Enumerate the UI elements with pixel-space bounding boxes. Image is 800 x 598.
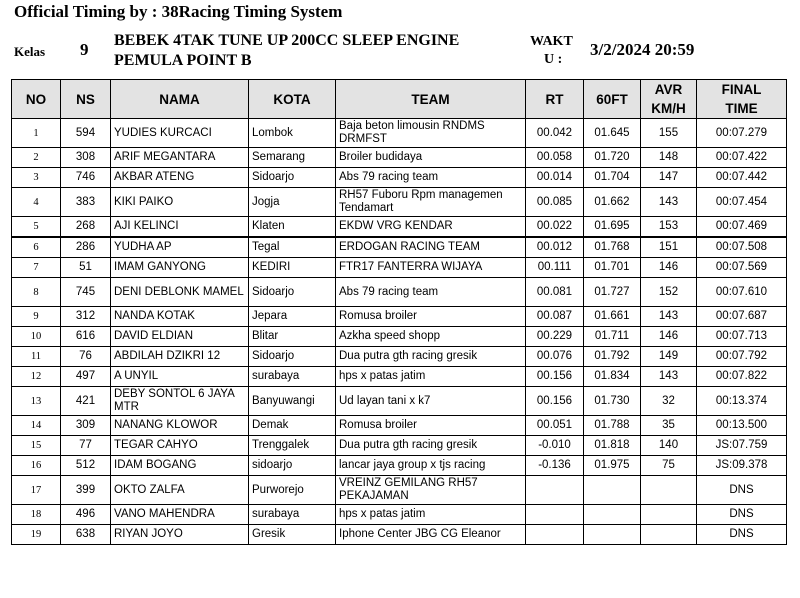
cell-avr: 146 — [641, 327, 697, 347]
cell-60ft: 01.720 — [584, 148, 641, 168]
cell-avr: 143 — [641, 367, 697, 387]
cell-60ft: 01.704 — [584, 168, 641, 188]
cell-rt: 00.022 — [526, 217, 584, 238]
cell-ns: 76 — [61, 347, 111, 367]
cell-nama: VANO MAHENDRA — [111, 505, 249, 525]
table-row — [12, 436, 787, 456]
cell-nama: A UNYIL — [111, 367, 249, 387]
cell-no: 9 — [12, 307, 61, 327]
cell-kota: Sidoarjo — [249, 278, 336, 307]
cell-60ft: 01.792 — [584, 347, 641, 367]
cell-avr: 152 — [641, 278, 697, 307]
cell-team: lancar jaya group x tjs racing — [336, 456, 526, 476]
cell-avr: 148 — [641, 148, 697, 168]
cell-avr: 35 — [641, 416, 697, 436]
cell-kota: Lombok — [249, 119, 336, 148]
cell-team: Dua putra gth racing gresik — [336, 436, 526, 456]
cell-ns: 421 — [61, 387, 111, 416]
cell-no: 18 — [12, 505, 61, 525]
col-header-rt: RT — [526, 80, 584, 119]
table-row — [12, 525, 787, 545]
cell-ns: 745 — [61, 278, 111, 307]
cell-kota: KEDIRI — [249, 258, 336, 278]
avr-line2: KM/H — [651, 101, 686, 116]
cell-ns: 77 — [61, 436, 111, 456]
cell-ns: 399 — [61, 476, 111, 505]
col-header-final-time — [697, 80, 787, 119]
cell-ns: 496 — [61, 505, 111, 525]
cell-nama: NANANG KLOWOR — [111, 416, 249, 436]
final-line2: TIME — [725, 101, 758, 116]
cell-kota: Gresik — [249, 525, 336, 545]
cell-nama: YUDHA AP — [111, 237, 249, 258]
cell-final-time: DNS — [697, 525, 787, 545]
kelas-label: Kelas — [14, 44, 46, 59]
cell-final-time: 00:13.500 — [697, 416, 787, 436]
cell-60ft: 01.661 — [584, 307, 641, 327]
cell-rt — [526, 476, 584, 505]
cell-avr: 146 — [641, 258, 697, 278]
cell-team: VREINZ GEMILANG RH57 PEKAJAMAN — [336, 476, 526, 505]
date-time: 3/2/2024 20:59 — [590, 40, 695, 59]
col-header-ns: NS — [61, 80, 111, 119]
cell-nama: KIKI PAIKO — [111, 188, 249, 217]
cell-kota: Blitar — [249, 327, 336, 347]
cell-ns: 594 — [61, 119, 111, 148]
cell-avr: 155 — [641, 119, 697, 148]
cell-ns: 746 — [61, 168, 111, 188]
cell-rt — [526, 525, 584, 545]
cell-ns: 308 — [61, 148, 111, 168]
table-row — [12, 387, 787, 416]
cell-no: 3 — [12, 168, 61, 188]
cell-team: hps x patas jatim — [336, 367, 526, 387]
table-row — [12, 456, 787, 476]
table-row — [12, 188, 787, 217]
cell-final-time: 00:07.442 — [697, 168, 787, 188]
cell-final-time: 00:07.508 — [697, 237, 787, 258]
cell-60ft: 01.701 — [584, 258, 641, 278]
cell-nama: OKTO ZALFA — [111, 476, 249, 505]
cell-nama: ARIF MEGANTARA — [111, 148, 249, 168]
col-header-nama: NAMA — [111, 80, 249, 119]
avr-line1: AVR — [654, 82, 683, 97]
cell-avr: 153 — [641, 217, 697, 238]
cell-avr: 147 — [641, 168, 697, 188]
cell-avr — [641, 476, 697, 505]
table-row — [12, 278, 787, 307]
cell-rt: -0.010 — [526, 436, 584, 456]
cell-ns: 512 — [61, 456, 111, 476]
cell-kota: Sidoarjo — [249, 347, 336, 367]
cell-kota: sidoarjo — [249, 456, 336, 476]
cell-avr: 149 — [641, 347, 697, 367]
cell-nama: IDAM BOGANG — [111, 456, 249, 476]
cell-60ft — [584, 505, 641, 525]
cell-avr — [641, 525, 697, 545]
cell-final-time: DNS — [697, 505, 787, 525]
cell-60ft: 01.727 — [584, 278, 641, 307]
waktu-label-line2: U : — [544, 52, 563, 67]
cell-no: 4 — [12, 188, 61, 217]
col-header-kota: KOTA — [249, 80, 336, 119]
cell-final-time: 00:07.569 — [697, 258, 787, 278]
cell-team: Abs 79 racing team — [336, 168, 526, 188]
cell-final-time: 00:07.279 — [697, 119, 787, 148]
table-row — [12, 237, 787, 258]
cell-kota: surabaya — [249, 367, 336, 387]
cell-kota: Jogja — [249, 188, 336, 217]
cell-rt: 00.156 — [526, 367, 584, 387]
cell-final-time: 00:07.610 — [697, 278, 787, 307]
cell-ns: 286 — [61, 237, 111, 258]
cell-kota: Klaten — [249, 217, 336, 238]
cell-team: Iphone Center JBG CG Eleanor — [336, 525, 526, 545]
cell-no: 10 — [12, 327, 61, 347]
header-row — [12, 80, 787, 119]
cell-nama: DENI DEBLONK MAMEL — [111, 278, 249, 307]
cell-team: Baja beton limousin RNDMS DRMFST — [336, 119, 526, 148]
cell-team: Dua putra gth racing gresik — [336, 347, 526, 367]
table-row — [12, 505, 787, 525]
cell-final-time: DNS — [697, 476, 787, 505]
cell-60ft: 01.711 — [584, 327, 641, 347]
cell-final-time: 00:07.469 — [697, 217, 787, 238]
cell-nama: RIYAN JOYO — [111, 525, 249, 545]
cell-ns: 312 — [61, 307, 111, 327]
table-row — [12, 367, 787, 387]
cell-nama: TEGAR CAHYO — [111, 436, 249, 456]
col-header-team: TEAM — [336, 80, 526, 119]
results-table — [11, 79, 787, 545]
cell-rt: 00.156 — [526, 387, 584, 416]
table-row — [12, 119, 787, 148]
cell-rt: 00.111 — [526, 258, 584, 278]
cell-60ft: 01.645 — [584, 119, 641, 148]
cell-no: 14 — [12, 416, 61, 436]
cell-kota: Jepara — [249, 307, 336, 327]
cell-final-time: 00:07.687 — [697, 307, 787, 327]
cell-no: 15 — [12, 436, 61, 456]
cell-team: ERDOGAN RACING TEAM — [336, 237, 526, 258]
cell-no: 6 — [12, 237, 61, 258]
cell-60ft: 01.975 — [584, 456, 641, 476]
cell-60ft: 01.730 — [584, 387, 641, 416]
table-row — [12, 168, 787, 188]
cell-rt: 00.012 — [526, 237, 584, 258]
cell-nama: DEBY SONTOL 6 JAYA MTR — [111, 387, 249, 416]
cell-avr: 151 — [641, 237, 697, 258]
cell-rt: 00.085 — [526, 188, 584, 217]
cell-ns: 383 — [61, 188, 111, 217]
cell-rt: 00.087 — [526, 307, 584, 327]
cell-kota: Trenggalek — [249, 436, 336, 456]
cell-avr: 75 — [641, 456, 697, 476]
table-row — [12, 476, 787, 505]
cell-team: RH57 Fuboru Rpm managemen Tendamart — [336, 188, 526, 217]
cell-no: 7 — [12, 258, 61, 278]
waktu-label-line1: WAKT — [530, 34, 573, 49]
cell-nama: AKBAR ATENG — [111, 168, 249, 188]
cell-kota: surabaya — [249, 505, 336, 525]
table-row — [12, 307, 787, 327]
cell-ns: 51 — [61, 258, 111, 278]
cell-final-time: 00:07.422 — [697, 148, 787, 168]
cell-final-time: 00:07.713 — [697, 327, 787, 347]
cell-team: Abs 79 racing team — [336, 278, 526, 307]
cell-no: 5 — [12, 217, 61, 238]
cell-kota: Semarang — [249, 148, 336, 168]
cell-avr: 143 — [641, 188, 697, 217]
cell-nama: ABDILAH DZIKRI 12 — [111, 347, 249, 367]
cell-team: Broiler budidaya — [336, 148, 526, 168]
cell-kota: Demak — [249, 416, 336, 436]
cell-nama: DAVID ELDIAN — [111, 327, 249, 347]
cell-60ft: 01.695 — [584, 217, 641, 238]
col-header-no: NO — [12, 80, 61, 119]
kelas-number: 9 — [80, 40, 89, 59]
cell-no: 19 — [12, 525, 61, 545]
table-row — [12, 217, 787, 238]
cell-final-time: 00:07.822 — [697, 367, 787, 387]
cell-60ft — [584, 476, 641, 505]
official-timing-title: Official Timing by : 38Racing Timing System — [14, 2, 343, 21]
class-name: BEBEK 4TAK TUNE UP 200CC SLEEP ENGINE PEMULA POINT B — [114, 32, 460, 69]
cell-team: Azkha speed shopp — [336, 327, 526, 347]
cell-team: FTR17 FANTERRA WIJAYA — [336, 258, 526, 278]
cell-ns: 309 — [61, 416, 111, 436]
col-header-60ft: 60FT — [584, 80, 641, 119]
cell-team: Ud layan tani x k7 — [336, 387, 526, 416]
cell-avr: 140 — [641, 436, 697, 456]
final-line1: FINAL — [721, 82, 762, 97]
cell-rt: 00.081 — [526, 278, 584, 307]
cell-no: 16 — [12, 456, 61, 476]
cell-avr: 143 — [641, 307, 697, 327]
cell-60ft: 01.788 — [584, 416, 641, 436]
cell-avr — [641, 505, 697, 525]
table-row — [12, 148, 787, 168]
cell-60ft: 01.818 — [584, 436, 641, 456]
cell-team: Romusa broiler — [336, 307, 526, 327]
cell-no: 8 — [12, 278, 61, 307]
table-row — [12, 416, 787, 436]
cell-no: 13 — [12, 387, 61, 416]
table-row — [12, 327, 787, 347]
cell-60ft — [584, 525, 641, 545]
cell-60ft: 01.834 — [584, 367, 641, 387]
cell-nama: NANDA KOTAK — [111, 307, 249, 327]
cell-ns: 616 — [61, 327, 111, 347]
cell-nama: YUDIES KURCACI — [111, 119, 249, 148]
cell-rt: 00.014 — [526, 168, 584, 188]
cell-no: 2 — [12, 148, 61, 168]
cell-final-time: JS:07.759 — [697, 436, 787, 456]
cell-rt: 00.229 — [526, 327, 584, 347]
cell-kota: Banyuwangi — [249, 387, 336, 416]
cell-final-time: 00:07.454 — [697, 188, 787, 217]
cell-no: 17 — [12, 476, 61, 505]
cell-team: hps x patas jatim — [336, 505, 526, 525]
cell-60ft: 01.768 — [584, 237, 641, 258]
cell-60ft: 01.662 — [584, 188, 641, 217]
cell-team: Romusa broiler — [336, 416, 526, 436]
cell-rt: 00.051 — [526, 416, 584, 436]
cell-final-time: 00:07.792 — [697, 347, 787, 367]
cell-avr: 32 — [641, 387, 697, 416]
cell-ns: 638 — [61, 525, 111, 545]
cell-rt — [526, 505, 584, 525]
cell-final-time: JS:09.378 — [697, 456, 787, 476]
cell-rt: -0.136 — [526, 456, 584, 476]
table-row — [12, 347, 787, 367]
cell-kota: Sidoarjo — [249, 168, 336, 188]
cell-final-time: 00:13.374 — [697, 387, 787, 416]
cell-ns: 268 — [61, 217, 111, 238]
cell-rt: 00.076 — [526, 347, 584, 367]
cell-no: 1 — [12, 119, 61, 148]
cell-nama: AJI KELINCI — [111, 217, 249, 238]
waktu-label — [530, 33, 573, 69]
cell-nama: IMAM GANYONG — [111, 258, 249, 278]
cell-rt: 00.058 — [526, 148, 584, 168]
table-row — [12, 258, 787, 278]
col-header-avr — [641, 80, 697, 119]
cell-team: EKDW VRG KENDAR — [336, 217, 526, 238]
cell-no: 12 — [12, 367, 61, 387]
cell-ns: 497 — [61, 367, 111, 387]
cell-kota: Purworejo — [249, 476, 336, 505]
cell-no: 11 — [12, 347, 61, 367]
cell-kota: Tegal — [249, 237, 336, 258]
cell-rt: 00.042 — [526, 119, 584, 148]
